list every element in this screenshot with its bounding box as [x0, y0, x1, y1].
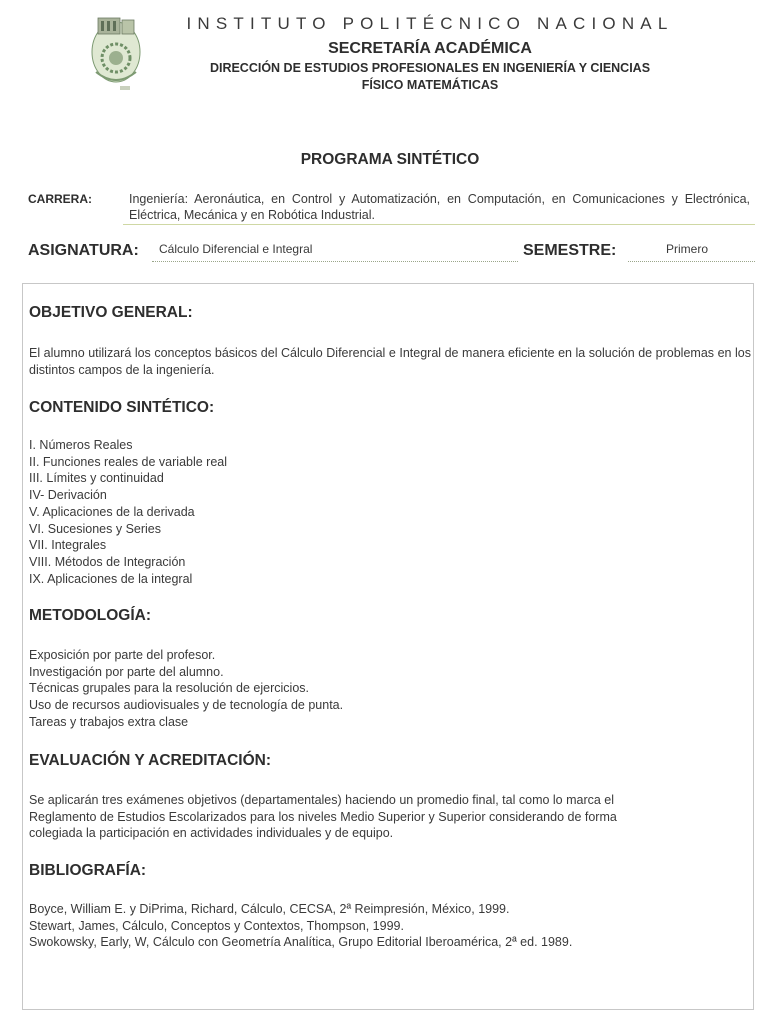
list-item: Técnicas grupales para la resolución de ejercicios. [29, 681, 310, 696]
list-item: VI. Sucesiones y Series [29, 521, 162, 536]
institution-name: INSTITUTO POLITÉCNICO NACIONAL [186, 14, 674, 33]
list-item: VIII. Métodos de Integración [29, 554, 186, 569]
list-item: Boyce, William E. y DiPrima, Richard, Cálculo, CECSA, 2ª Reimpresión, México, 1999. [29, 902, 510, 916]
carrera-value: Ingeniería: Aeronáutica, en Control y Automatización, en Computación, en Comunicaciones y Electrónica, Eléctrica, Mecánica y en Robótica Industrial. [129, 192, 750, 222]
list-item: IV- Derivación [29, 488, 107, 503]
carrera-label: CARRERA: [28, 192, 92, 206]
secretariat-name: SECRETARÍA ACADÉMICA [328, 40, 532, 57]
semestre-underline [628, 261, 755, 262]
asignatura-value: Cálculo Diferencial e Integral [159, 242, 313, 256]
document-title: PROGRAMA SINTÉTICO [300, 151, 480, 168]
list-item: Investigación por parte del alumno. [29, 664, 224, 679]
list-item: V. Aplicaciones de la derivada [29, 504, 195, 519]
contenido-list [29, 437, 227, 587]
metodologia-list [29, 647, 343, 731]
bibliografia-heading: BIBLIOGRAFÍA: [29, 862, 147, 879]
semestre-label: SEMESTRE: [523, 242, 617, 259]
objetivo-text: El alumno utilizará los conceptos básicos del Cálculo Diferencial e Integral de manera eficiente en la solución de problemas en los distintos campos de la ingeniería. [29, 346, 751, 377]
list-item: IX. Aplicaciones de la integral [29, 571, 193, 586]
contenido-heading: CONTENIDO SINTÉTICO: [29, 399, 215, 416]
list-item: Reglamento de Estudios Escolarizados para los niveles Medio Superior y Superior considerando de forma [29, 809, 617, 824]
list-item: Stewart, James, Cálculo, Conceptos y Contextos, Thompson, 1999. [29, 918, 404, 933]
list-item: colegiada la participación en actividades individuales y de equipo. [29, 826, 394, 841]
ipn-logo-icon [86, 8, 148, 96]
list-item: Swokowsky, Early, W, Cálculo con Geometría Analítica, Grupo Editorial Iberoamérica, 2ª ed. 1989. [29, 935, 573, 950]
direction-name-line2: FÍSICO MATEMÁTICAS [361, 78, 499, 92]
list-item: Se aplicarán tres exámenes objetivos (departamentales) haciendo un promedio final, tal como lo marca el [29, 793, 615, 807]
direction-name: DIRECCIÓN DE ESTUDIOS PROFESIONALES EN INGENIERÍA Y CIENCIAS [209, 61, 651, 75]
semestre-value: Primero [666, 242, 709, 256]
list-item: Exposición por parte del profesor. [29, 648, 216, 662]
asignatura-label: ASIGNATURA: [28, 242, 139, 259]
carrera-underline [123, 224, 755, 225]
metodologia-heading: METODOLOGÍA: [29, 607, 151, 624]
objetivo-heading: OBJETIVO GENERAL: [29, 304, 193, 321]
list-item: II. Funciones reales de variable real [29, 454, 228, 469]
asignatura-underline [152, 261, 518, 262]
list-item: Uso de recursos audiovisuales y de tecnología de punta. [29, 698, 344, 713]
list-item: III. Límites y continuidad [29, 471, 164, 486]
evaluacion-text [29, 792, 617, 842]
list-item: Tareas y trabajos extra clase [29, 714, 189, 729]
list-item: I. Números Reales [29, 438, 133, 452]
bibliografia-list [29, 901, 572, 951]
list-item: VII. Integrales [29, 538, 107, 553]
evaluacion-heading: EVALUACIÓN Y ACREDITACIÓN: [29, 752, 271, 769]
